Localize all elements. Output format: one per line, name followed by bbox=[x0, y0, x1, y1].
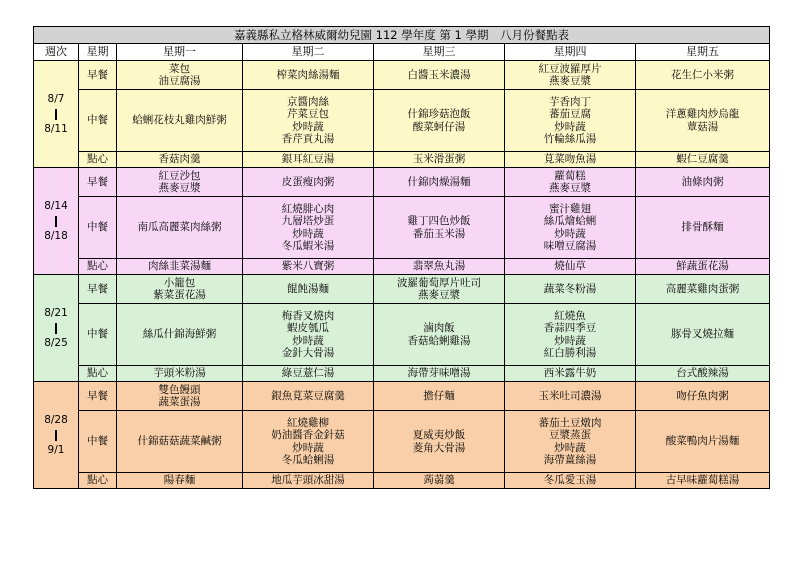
dish-name: 蝦仁豆腐羹 bbox=[676, 153, 729, 166]
menu-cell-tuesday-breakfast bbox=[243, 382, 374, 411]
dish-name: 鮮蔬蛋花湯 bbox=[676, 260, 729, 273]
dish-name: 蜜汁雞翅 bbox=[549, 202, 591, 215]
dish-name: 餛飩湯麵 bbox=[287, 282, 329, 295]
menu-cell-friday-breakfast bbox=[636, 168, 770, 197]
menu-cell-monday-breakfast bbox=[117, 61, 243, 90]
menu-cell-wednesday-breakfast bbox=[374, 275, 505, 304]
dish-name: 奶油醬香金針菇 bbox=[271, 429, 345, 442]
dish-name: 銀魚莧菜豆腐羹 bbox=[271, 389, 345, 402]
meal-label-breakfast: 早餐 bbox=[79, 61, 117, 90]
dish-name: 高麗菜雞肉蛋粥 bbox=[665, 282, 740, 295]
meal-label-snack: 點心 bbox=[79, 366, 117, 382]
menu-cell-tuesday-snack bbox=[243, 152, 374, 168]
dish-name: 洋蔥雞肉炒烏龍 bbox=[665, 108, 740, 121]
dish-name: 金針大骨湯 bbox=[281, 346, 335, 359]
week-range bbox=[34, 275, 79, 382]
dish-name: 味噌豆腐湯 bbox=[543, 239, 597, 252]
dish-name: 紅豆波羅厚片 bbox=[538, 62, 602, 75]
table-row bbox=[34, 304, 770, 366]
menu-cell-thursday-breakfast bbox=[505, 382, 636, 411]
dish-name: 炒時蔬 bbox=[292, 334, 324, 347]
dish-name: 排骨酥麵 bbox=[681, 221, 724, 234]
dish-name: 皮蛋瘦肉粥 bbox=[281, 175, 335, 188]
table-row bbox=[34, 473, 770, 489]
dish-name: 紅豆沙包 bbox=[158, 169, 201, 182]
menu-cell-tuesday-breakfast bbox=[243, 275, 374, 304]
dish-name: 炒時蔬 bbox=[554, 441, 586, 454]
table-row bbox=[34, 61, 770, 90]
dish-name: 蘿蔔糕 bbox=[554, 169, 586, 182]
menu-cell-friday-snack bbox=[636, 259, 770, 275]
menu-cell-monday-lunch bbox=[117, 197, 243, 259]
meal-label-breakfast: 早餐 bbox=[79, 168, 117, 197]
dish-name: 炒時蔬 bbox=[554, 120, 586, 133]
table-row bbox=[34, 411, 770, 473]
dish-name: 油條肉粥 bbox=[681, 175, 724, 188]
header-monday: 星期一 bbox=[117, 44, 243, 61]
dish-name: 白醬玉米濃湯 bbox=[407, 68, 471, 81]
menu-cell-friday-lunch bbox=[636, 197, 770, 259]
menu-cell-friday-snack bbox=[636, 473, 770, 489]
menu-cell-thursday-snack bbox=[505, 366, 636, 382]
header-thursday: 星期四 bbox=[505, 44, 636, 61]
menu-cell-friday-breakfast bbox=[636, 382, 770, 411]
dish-name: 香蒜四季豆 bbox=[543, 322, 597, 335]
week-range-divider bbox=[55, 109, 57, 120]
week-range-divider bbox=[55, 216, 57, 227]
menu-cell-wednesday-breakfast bbox=[374, 168, 505, 197]
dish-name: 豆漿蒸蛋 bbox=[549, 429, 591, 442]
dish-name: 陽春麵 bbox=[163, 474, 196, 487]
dish-name: 冬瓜蛤蜊湯 bbox=[281, 453, 335, 466]
dish-name: 香菇肉羹 bbox=[158, 153, 201, 166]
header-friday: 星期五 bbox=[636, 44, 770, 61]
table-row bbox=[34, 168, 770, 197]
dish-name: 竹輪絲瓜湯 bbox=[543, 132, 597, 145]
dish-name: 蕃茄豆腐 bbox=[549, 108, 591, 121]
table-row bbox=[34, 382, 770, 411]
dish-name: 擔仔麵 bbox=[423, 389, 455, 402]
week-start-date: 8/7 bbox=[47, 93, 65, 106]
week-start-date: 8/28 bbox=[44, 414, 68, 427]
week-start-date: 8/14 bbox=[44, 200, 68, 213]
menu-cell-tuesday-breakfast bbox=[243, 61, 374, 90]
dish-name: 翡翠魚丸湯 bbox=[412, 260, 466, 273]
dish-name: 紅燒雞柳 bbox=[287, 416, 329, 429]
dish-name: 芋頭米粉湯 bbox=[153, 367, 206, 380]
menu-cell-friday-lunch bbox=[636, 304, 770, 366]
meal-label-snack: 點心 bbox=[79, 259, 117, 275]
menu-cell-wednesday-snack bbox=[374, 366, 505, 382]
dish-name: 台式酸辣湯 bbox=[676, 367, 729, 380]
dish-name: 紅燒魚 bbox=[554, 309, 586, 322]
dish-name: 什錦菇菇蔬菜鹹粥 bbox=[137, 435, 222, 448]
dish-name: 紫米八寶粥 bbox=[281, 260, 335, 273]
menu-cell-monday-snack bbox=[117, 473, 243, 489]
week-range bbox=[34, 382, 79, 489]
menu-cell-thursday-lunch bbox=[505, 411, 636, 473]
meal-label-lunch: 中餐 bbox=[79, 90, 117, 152]
menu-cell-tuesday-snack bbox=[243, 259, 374, 275]
dish-name: 古早味蘿蔔糕湯 bbox=[665, 474, 740, 487]
dish-name: 蕈菇湯 bbox=[686, 120, 719, 133]
dish-name: 冬瓜愛玉湯 bbox=[543, 474, 597, 487]
dish-name: 菱角大骨湯 bbox=[412, 441, 466, 454]
menu-cell-tuesday-snack bbox=[243, 366, 374, 382]
menu-cell-wednesday-lunch bbox=[374, 197, 505, 259]
dish-name: 香芹貢丸湯 bbox=[281, 132, 335, 145]
menu-cell-wednesday-lunch bbox=[374, 411, 505, 473]
dish-name: 蔬菜蛋湯 bbox=[158, 396, 201, 408]
menu-cell-monday-lunch bbox=[117, 304, 243, 366]
dish-name: 滷肉飯 bbox=[423, 322, 455, 335]
menu-cell-thursday-snack bbox=[505, 473, 636, 489]
menu-cell-thursday-lunch bbox=[505, 197, 636, 259]
dish-name: 海帶薑絲湯 bbox=[543, 453, 597, 466]
header-tuesday: 星期二 bbox=[243, 44, 374, 61]
dish-name: 芹菜豆包 bbox=[287, 108, 329, 121]
week-end-date: 8/25 bbox=[44, 336, 68, 349]
week-range-divider bbox=[55, 430, 57, 441]
dish-name: 蕃茄土豆燉肉 bbox=[538, 416, 602, 429]
week-end-date: 9/1 bbox=[47, 443, 65, 456]
meal-label-breakfast: 早餐 bbox=[79, 275, 117, 304]
menu-cell-friday-lunch bbox=[636, 411, 770, 473]
menu-cell-tuesday-snack bbox=[243, 473, 374, 489]
header-wednesday: 星期三 bbox=[374, 44, 505, 61]
dish-name: 花生仁小米粥 bbox=[671, 68, 734, 81]
menu-cell-tuesday-breakfast bbox=[243, 168, 374, 197]
menu-cell-monday-snack bbox=[117, 366, 243, 382]
dish-name: 燕麥豆漿 bbox=[158, 182, 201, 194]
dish-name: 豚骨叉燒拉麵 bbox=[671, 328, 734, 341]
dish-name: 蝦皮瓠瓜 bbox=[287, 322, 329, 335]
dish-name: 蛤蜊花枝丸雞肉鮮粥 bbox=[132, 114, 227, 127]
dish-name: 西米露牛奶 bbox=[543, 367, 597, 380]
dish-name: 紫菜蛋花湯 bbox=[153, 289, 206, 301]
header-weekday: 星期 bbox=[79, 44, 117, 61]
dish-name: 吻仔魚肉粥 bbox=[676, 389, 729, 402]
week-end-date: 8/18 bbox=[44, 229, 68, 242]
dish-name: 南瓜高麗菜肉絲粥 bbox=[137, 221, 222, 234]
meal-label-breakfast: 早餐 bbox=[79, 382, 117, 411]
dish-name: 京醬肉絲 bbox=[287, 95, 329, 108]
dish-name: 九層塔炒蛋 bbox=[281, 215, 335, 228]
menu-cell-thursday-snack bbox=[505, 259, 636, 275]
dish-name: 油豆腐湯 bbox=[158, 75, 201, 87]
menu-cell-wednesday-snack bbox=[374, 473, 505, 489]
dish-name: 絲瓜燴蛤蜊 bbox=[543, 215, 597, 228]
menu-cell-wednesday-lunch bbox=[374, 90, 505, 152]
dish-name: 冬瓜蝦米湯 bbox=[281, 239, 335, 252]
dish-name: 玉米吐司濃湯 bbox=[538, 389, 602, 402]
menu-cell-monday-breakfast bbox=[117, 275, 243, 304]
meal-label-lunch: 中餐 bbox=[79, 411, 117, 473]
menu-cell-tuesday-lunch bbox=[243, 197, 374, 259]
week-end-date: 8/11 bbox=[44, 122, 68, 135]
dish-name: 梅香叉燒肉 bbox=[281, 309, 335, 322]
dish-name: 地瓜芋頭冰甜湯 bbox=[271, 474, 345, 487]
dish-name: 莧菜吻魚湯 bbox=[543, 153, 597, 166]
dish-name: 番茄玉米湯 bbox=[412, 227, 466, 240]
dish-name: 燕麥豆漿 bbox=[549, 75, 591, 87]
dish-name: 銀耳紅豆湯 bbox=[281, 153, 335, 166]
dish-name: 肉絲韭菜湯麵 bbox=[148, 260, 211, 273]
table-row bbox=[34, 90, 770, 152]
meal-label-lunch: 中餐 bbox=[79, 304, 117, 366]
dish-name: 夏威夷炒飯 bbox=[412, 429, 466, 442]
menu-cell-thursday-lunch bbox=[505, 90, 636, 152]
dish-name: 榨菜肉絲湯麵 bbox=[276, 68, 340, 81]
dish-name: 炒時蔬 bbox=[554, 334, 586, 347]
dish-name: 酸菜鴨肉片湯麵 bbox=[665, 435, 740, 448]
dish-name: 炒時蔬 bbox=[554, 227, 586, 240]
dish-name: 燕麥豆漿 bbox=[549, 182, 591, 194]
dish-name: 炒時蔬 bbox=[292, 441, 324, 454]
meal-label-lunch: 中餐 bbox=[79, 197, 117, 259]
week-range-divider bbox=[55, 323, 57, 334]
dish-name: 紅白勝利湯 bbox=[543, 346, 597, 359]
dish-name: 酸菜蚵仔湯 bbox=[412, 120, 466, 133]
page-title: 嘉義縣私立格林威爾幼兒園 112 學年度 第 1 學期 八月份餐點表 bbox=[34, 27, 770, 44]
dish-name: 燒仙草 bbox=[554, 260, 586, 273]
dish-name: 香菇蛤蜊雞湯 bbox=[407, 334, 471, 347]
menu-cell-thursday-breakfast bbox=[505, 61, 636, 90]
menu-cell-thursday-breakfast bbox=[505, 275, 636, 304]
menu-cell-monday-snack bbox=[117, 152, 243, 168]
dish-name: 菜包 bbox=[169, 62, 190, 75]
menu-cell-tuesday-lunch bbox=[243, 90, 374, 152]
dish-name: 炒時蔬 bbox=[292, 227, 324, 240]
menu-table bbox=[33, 26, 770, 489]
menu-cell-thursday-lunch bbox=[505, 304, 636, 366]
menu-cell-thursday-breakfast bbox=[505, 168, 636, 197]
menu-cell-tuesday-lunch bbox=[243, 411, 374, 473]
menu-cell-friday-snack bbox=[636, 366, 770, 382]
menu-cell-thursday-snack bbox=[505, 152, 636, 168]
dish-name: 什錦肉燥湯麵 bbox=[407, 175, 471, 188]
dish-name: 雙色饅頭 bbox=[158, 383, 201, 396]
table-row bbox=[34, 152, 770, 168]
week-range bbox=[34, 168, 79, 275]
dish-name: 紅燒腓心肉 bbox=[281, 202, 335, 215]
week-start-date: 8/21 bbox=[44, 307, 68, 320]
meal-label-snack: 點心 bbox=[79, 152, 117, 168]
dish-name: 絲瓜什錦海鮮粥 bbox=[142, 328, 217, 341]
week-range bbox=[34, 61, 79, 168]
table-row bbox=[34, 197, 770, 259]
menu-cell-wednesday-snack bbox=[374, 259, 505, 275]
dish-name: 蒟蒻羹 bbox=[423, 474, 455, 487]
header-week: 週次 bbox=[34, 44, 79, 61]
dish-name: 什錦珍菇泡飯 bbox=[407, 108, 471, 121]
menu-cell-monday-breakfast bbox=[117, 168, 243, 197]
menu-cell-monday-lunch bbox=[117, 411, 243, 473]
dish-name: 綠豆薏仁湯 bbox=[281, 367, 335, 380]
menu-cell-monday-breakfast bbox=[117, 382, 243, 411]
menu-cell-friday-lunch bbox=[636, 90, 770, 152]
menu-cell-monday-snack bbox=[117, 259, 243, 275]
dish-name: 海帶芽味噌湯 bbox=[407, 367, 471, 380]
menu-cell-wednesday-breakfast bbox=[374, 382, 505, 411]
table-row bbox=[34, 366, 770, 382]
menu-cell-friday-breakfast bbox=[636, 61, 770, 90]
dish-name: 波羅葡萄厚片吐司 bbox=[397, 276, 481, 289]
dish-name: 雞丁四色炒飯 bbox=[407, 215, 471, 228]
dish-name: 小籠包 bbox=[163, 276, 196, 289]
dish-name: 燕麥豆漿 bbox=[418, 289, 460, 301]
menu-cell-wednesday-breakfast bbox=[374, 61, 505, 90]
table-row bbox=[34, 275, 770, 304]
menu-cell-tuesday-lunch bbox=[243, 304, 374, 366]
dish-name: 炒時蔬 bbox=[292, 120, 324, 133]
dish-name: 玉米滑蛋粥 bbox=[412, 153, 466, 166]
menu-cell-friday-snack bbox=[636, 152, 770, 168]
menu-cell-friday-breakfast bbox=[636, 275, 770, 304]
meal-label-snack: 點心 bbox=[79, 473, 117, 489]
dish-name: 蔬菜冬粉湯 bbox=[543, 282, 597, 295]
table-row bbox=[34, 259, 770, 275]
dish-name: 芋香肉丁 bbox=[549, 95, 591, 108]
menu-cell-wednesday-lunch bbox=[374, 304, 505, 366]
menu-cell-monday-lunch bbox=[117, 90, 243, 152]
menu-cell-wednesday-snack bbox=[374, 152, 505, 168]
